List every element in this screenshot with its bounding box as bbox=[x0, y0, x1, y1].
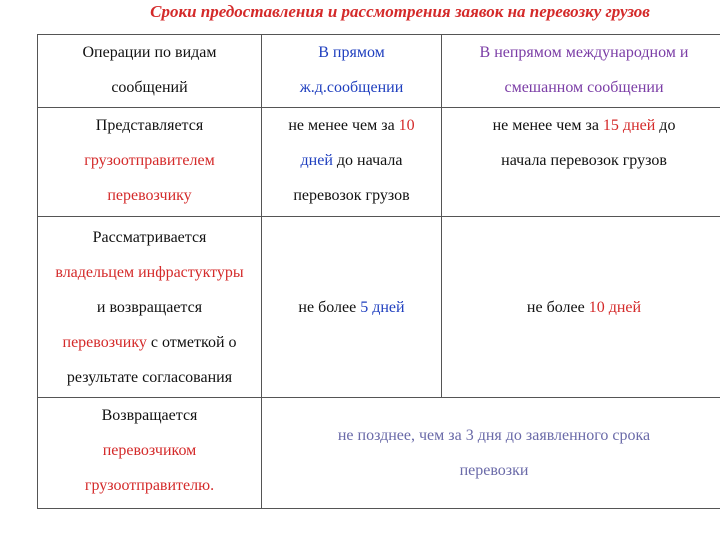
header-direct bbox=[262, 35, 442, 108]
submit-operation bbox=[38, 108, 262, 217]
header-direct-line1: В прямом bbox=[318, 44, 385, 61]
submit-direct-days: 10 bbox=[398, 117, 415, 134]
review-op-mark: с отметкой о bbox=[150, 333, 237, 351]
review-op-line5: результате согласования bbox=[66, 368, 233, 386]
submit-direct-line2 bbox=[266, 143, 437, 178]
return-deadline-line1: не позднее, чем за 3 дня до заявленного срока bbox=[337, 427, 651, 444]
review-direct-days: 5 дней bbox=[360, 298, 405, 316]
header-indirect-line1: В непрямом международном и bbox=[479, 44, 689, 61]
submit-indirect-text-a: не менее чем за bbox=[492, 117, 599, 134]
header-operations bbox=[38, 35, 262, 108]
page-title: Сроки предоставления и рассмотрения заявок на перевозку грузов bbox=[150, 2, 650, 21]
review-direct bbox=[262, 217, 442, 398]
terms-table bbox=[37, 34, 720, 509]
header-operations-line1: Операции по видам bbox=[82, 44, 217, 61]
review-indirect bbox=[442, 217, 720, 398]
submit-indirect-text-c: до bbox=[659, 117, 676, 134]
review-direct-text: не более bbox=[298, 298, 357, 316]
return-op-line2: перевозчиком bbox=[102, 442, 197, 459]
review-indirect-text: не более bbox=[526, 298, 585, 316]
return-op-line3: грузоотправителю. bbox=[84, 477, 215, 494]
header-row bbox=[38, 35, 720, 108]
submit-op-line2: грузоотправителем bbox=[84, 152, 215, 169]
submit-op-line1: Представляется bbox=[95, 117, 204, 134]
review-operation bbox=[38, 217, 262, 398]
submit-direct-unit: дней bbox=[300, 152, 333, 169]
review-op-line4 bbox=[42, 325, 257, 360]
review-indirect-days: 10 дней bbox=[588, 298, 642, 316]
review-op-carrier: перевозчику bbox=[62, 333, 147, 351]
submit-indirect-line1 bbox=[446, 108, 720, 143]
submit-direct bbox=[262, 108, 442, 217]
submit-indirect bbox=[442, 108, 720, 217]
submit-indirect-days: 15 дней bbox=[602, 117, 656, 134]
table-row-submit bbox=[38, 108, 720, 217]
review-op-line3: и возвращается bbox=[96, 298, 203, 316]
table-row-review bbox=[38, 217, 720, 398]
return-operation bbox=[38, 398, 262, 509]
submit-direct-text-d: до начала bbox=[336, 152, 403, 169]
submit-direct-text-a: не менее чем за bbox=[288, 117, 395, 134]
table-row-return bbox=[38, 398, 720, 509]
submit-direct-line1 bbox=[266, 108, 437, 143]
header-indirect-line2: смешанном сообщении bbox=[504, 79, 664, 96]
submit-direct-line3: перевозок грузов bbox=[293, 187, 410, 204]
header-direct-line2: ж.д.сообщении bbox=[299, 79, 404, 96]
review-op-line2: владельцем инфрастуктуры bbox=[55, 263, 244, 281]
return-op-line1: Возвращается bbox=[101, 407, 198, 424]
header-indirect bbox=[442, 35, 720, 108]
submit-op-line3: перевозчику bbox=[107, 187, 192, 204]
submit-indirect-line2: начала перевозок грузов bbox=[501, 152, 667, 169]
header-operations-line2: сообщений bbox=[111, 79, 188, 96]
review-op-line1: Рассматривается bbox=[92, 228, 207, 246]
return-deadline-line2: перевозки bbox=[459, 462, 529, 479]
return-deadline bbox=[262, 398, 720, 509]
